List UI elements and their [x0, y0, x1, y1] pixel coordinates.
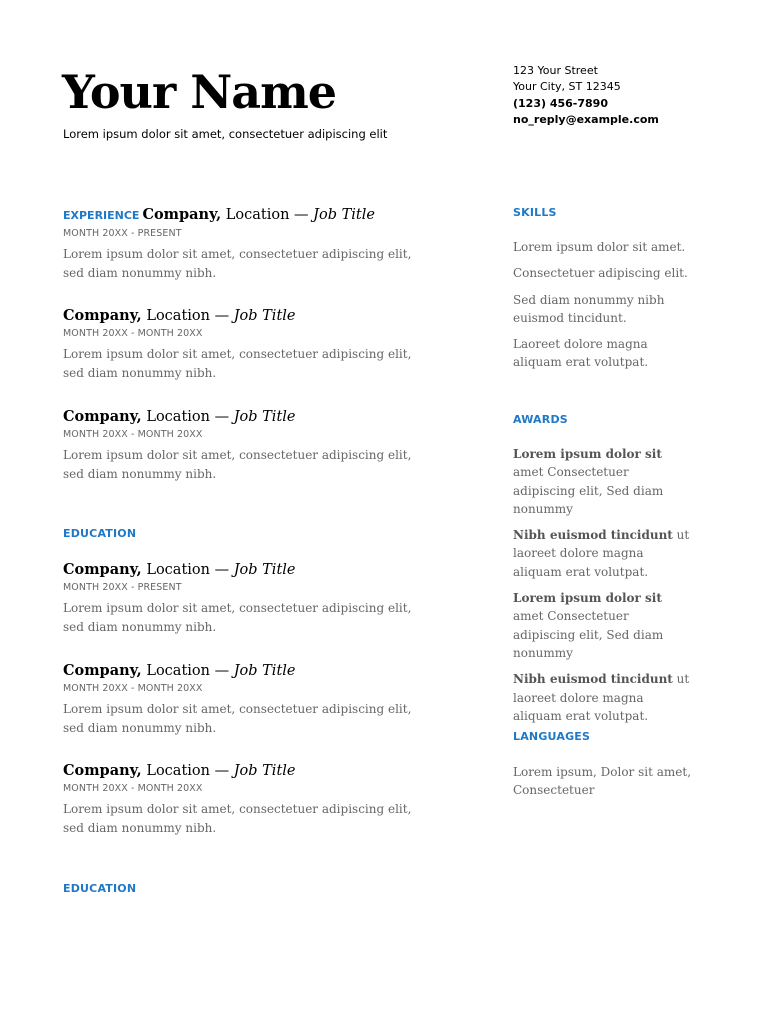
contact-phone: (123) 456-7890	[513, 96, 608, 110]
experience-entry	[63, 306, 433, 382]
entry-job-title: Job Title	[233, 562, 296, 578]
award-title: Nibh euismod tincidunt	[513, 672, 673, 687]
education-heading: EDUCATION	[63, 527, 137, 540]
contact-email: no_reply@example.com	[513, 112, 659, 126]
entry-description: Lorem ipsum dolor sit amet, consectetuer adipiscing elit, sed diam nonummy nibh.	[63, 702, 412, 735]
skill-item: Sed diam nonummy nibh euismod tincidunt.	[513, 292, 665, 325]
skills-list	[513, 238, 693, 372]
entry-title	[63, 661, 433, 681]
entry-job-title: Job Title	[313, 207, 375, 223]
resume-tagline: Lorem ipsum dolor sit amet, consectetuer adipiscing elit	[63, 127, 388, 141]
entry-dates: MONTH 20XX - MONTH 20XX	[63, 328, 203, 339]
entry-company: Company,	[63, 307, 142, 324]
entry-dates: MONTH 20XX - MONTH 20XX	[63, 683, 203, 694]
skills-heading: SKILLS	[513, 206, 557, 219]
skill-item: Laoreet dolore magna aliquam erat volutpat.	[513, 337, 649, 370]
entry-location: Location —	[141, 663, 234, 679]
entry-description: Lorem ipsum dolor sit amet, consectetuer adipiscing elit, sed diam nonummy nibh.	[63, 247, 412, 280]
experience-heading: EXPERIENCE	[63, 209, 140, 222]
entry-location: Location —	[141, 763, 234, 779]
entry-dates: MONTH 20XX - MONTH 20XX	[63, 783, 203, 794]
award-title: Lorem ipsum dolor sit	[513, 591, 662, 606]
award-text: ut laoreet dolore magna aliquam erat volutpat.	[513, 528, 690, 579]
award-text: amet Consectetuer adipiscing elit, Sed diam nonummy	[513, 609, 664, 660]
award-item	[513, 526, 693, 581]
education-heading: EDUCATION	[63, 882, 137, 895]
awards-list	[513, 445, 693, 725]
entry-company: Company,	[63, 561, 142, 578]
award-item	[513, 445, 693, 518]
entry-location: Location —	[141, 409, 234, 425]
languages-heading: LANGUAGES	[513, 730, 591, 743]
entry-job-title: Job Title	[233, 409, 296, 425]
award-text: amet Consectetuer adipiscing elit, Sed diam nonummy	[513, 465, 664, 516]
entry-title	[63, 407, 433, 427]
education-entry	[63, 761, 433, 837]
award-title: Lorem ipsum dolor sit	[513, 447, 662, 461]
experience-entry	[63, 205, 433, 282]
resume-name: Your Name	[62, 65, 337, 119]
education-entry	[63, 560, 433, 636]
entry-dates: MONTH 20XX - MONTH 20XX	[63, 429, 203, 440]
entry-description: Lorem ipsum dolor sit amet, consectetuer adipiscing elit, sed diam nonummy nibh.	[63, 601, 412, 634]
awards-heading: AWARDS	[513, 413, 568, 426]
entry-title	[63, 205, 433, 226]
skill-item: Lorem ipsum dolor sit amet.	[513, 240, 686, 254]
entry-description: Lorem ipsum dolor sit amet, consectetuer adipiscing elit, sed diam nonummy nibh.	[63, 347, 412, 380]
entry-location: Location —	[141, 562, 234, 578]
entry-location: Location —	[221, 207, 314, 223]
entry-description: Lorem ipsum dolor sit amet, consectetuer adipiscing elit, sed diam nonummy nibh.	[63, 802, 412, 835]
entry-job-title: Job Title	[233, 663, 296, 679]
entry-job-title: Job Title	[233, 763, 296, 779]
contact-street: 123 Your Street	[513, 64, 598, 77]
experience-entry	[63, 407, 433, 483]
entry-company: Company,	[63, 762, 142, 779]
entry-company: Company,	[142, 206, 222, 223]
entry-dates: MONTH 20XX - PRESENT	[63, 582, 182, 593]
entry-description: Lorem ipsum dolor sit amet, consectetuer adipiscing elit, sed diam nonummy nibh.	[63, 448, 412, 481]
award-item	[513, 670, 693, 725]
education-entry	[63, 661, 433, 737]
award-title: Nibh euismod tincidunt	[513, 528, 673, 543]
languages-text: Lorem ipsum, Dolor sit amet, Consectetuer	[513, 765, 692, 798]
entry-dates: MONTH 20XX - PRESENT	[63, 228, 182, 239]
entry-title	[63, 761, 433, 781]
skill-item: Consectetuer adipiscing elit.	[513, 266, 688, 281]
contact-city: Your City, ST 12345	[513, 80, 621, 94]
entry-job-title: Job Title	[233, 308, 296, 324]
entry-title	[63, 560, 433, 580]
entry-location: Location —	[141, 308, 234, 324]
award-text: ut laoreet dolore magna aliquam erat volutpat.	[513, 672, 690, 723]
contact-block	[513, 63, 659, 128]
entry-title	[63, 306, 433, 326]
entry-company: Company,	[63, 408, 142, 425]
award-item	[513, 589, 693, 662]
entry-company: Company,	[63, 662, 142, 679]
